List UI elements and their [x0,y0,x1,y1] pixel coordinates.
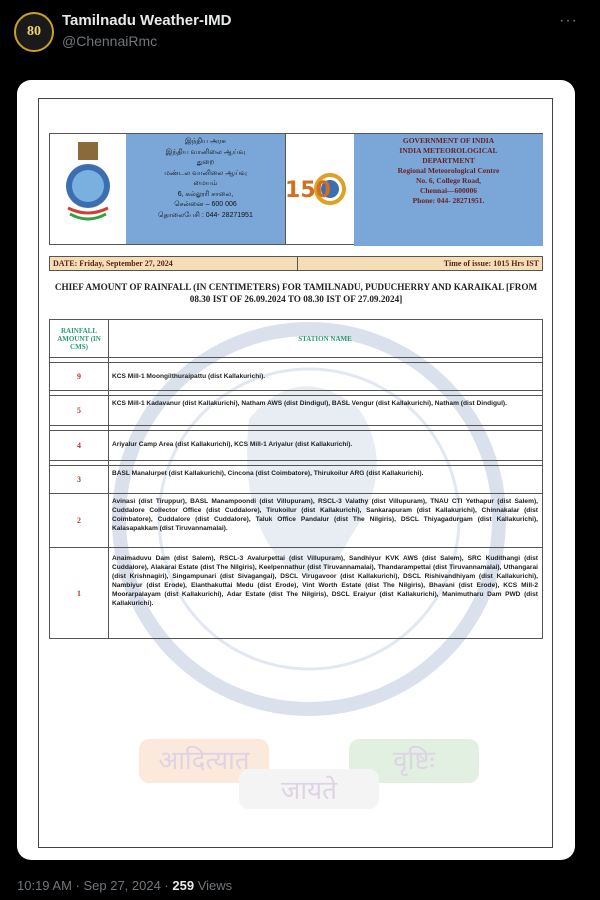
rainfall-amount: 4 [50,431,109,460]
imd-150-logo [286,134,355,244]
table-row [50,363,542,391]
rainfall-document [38,98,553,848]
english-line: No. 6, College Road, [416,176,481,185]
station-list: Anaimaduvu Dam (dist Salem), RSCL-3 Avalurpettai (dist Villupuram), Sandhiyur KVK AWS (dist Salem), SRC Kudithangi (dist Cuddalore), Alakarai Estate (dist The Nilgiris), Keelpennathur (dist Tiruvannamalai), Thandarampettai (dist Tiruvannamalai), Uthangarai (dist Krishnagiri), Singampunari (dist Sivagangai), DSCL Virugavoor (dist Kallakurichi), DSCL Rishivandhiyam (dist Kallakurichi), Nambiyur (dist Erode), Elanthakuttai Medu (dist Erode), Vint Worth Estate (dist The Nilgiris), Bhavani (dist Erode), KCS Mill-2 Moorarpalayam (dist Kallakurichi), Adar Estate (dist The Nilgiris), DSCL Eraiyur (dist Kallakurichi), Manimutharu Dam PWD (dist Kallakurichi). [112,555,538,607]
rainfall-amount: 9 [50,363,109,390]
motto-middle: जायते [281,776,337,806]
rainfall-amount: 5 [50,396,109,425]
more-options-icon[interactable]: ··· [559,12,578,29]
tamil-line: மையம் [193,180,218,187]
station-list: Avinasi (dist Tiruppur), BASL Manampoondi (dist Villupuram), RSCL-3 Valathy (dist Villupuram), TNAU CTI Yethapur (dist Salem), Cuddalore Collector Office (dist Cuddalore), Tirukoilur (dist Kallakurichi), Sankarapuram (dist Kallakurichi), Chinnakalar (dist Coimbatore), Cuddalore (dist Cuddalore), Taluk Office Pandalur (dist The Nilgiris), DSCL Thiyagadurgam (dist Kallakurichi), Kalasapakkam (dist Tiruvannamalai). [112,498,538,532]
tamil-line: மண்டல வானிலை ஆய்வு [164,169,247,177]
english-line: Chennai—600006 [419,186,478,195]
avatar-badge: 80 [27,24,41,39]
tamil-line: துறை [196,159,215,166]
table-row [50,396,542,426]
table-row [50,548,542,638]
report-title: CHIEF AMOUNT OF RAINFALL (IN CENTIMETERS) FOR TAMILNADU, PUDUCHERRY AND KARAIKAL [FROM 08.30 IST OF 26.09.2024 TO 08.30 IST OF 27.09.2024] [54,282,538,304]
amount-column-header: RAINFALL AMOUNT (IN CMS) [50,320,109,357]
avatar[interactable] [14,12,54,52]
station-list: BASL Manalurpet (dist Kallakurichi), Cincona (dist Coimbatore), Thirukoilur ARG (dist Kallakurichi). [112,470,424,477]
letterhead [49,133,543,245]
english-address [354,134,543,246]
tamil-line: இந்திய அரசு [185,138,226,145]
table-row [50,494,542,548]
motto-right: वृष्टिः [393,746,435,776]
display-name[interactable]: Tamilnadu Weather-IMD [62,12,232,29]
tamil-line: இந்திய வானிலை ஆய்வு [165,148,246,156]
tamil-line: 6, கல்லூரி சாலை, [177,190,234,198]
report-date: DATE: Friday, September 27, 2024 [53,259,173,268]
rainfall-table [49,319,543,639]
view-count: 259 [172,878,195,893]
motto-left: आदित्यात [158,746,250,776]
station-column-header: STATION NAME [298,335,352,343]
rainfall-amount: 3 [50,466,109,493]
divider [297,257,298,270]
station-list: Ariyalur Camp Area (dist Kallakurichi), KCS Mill-1 Ariyalur (dist Kallakurichi). [112,441,353,448]
views-label: Views [194,878,233,893]
station-list: KCS Mill-1 Kadavanur (dist Kallakurichi), Natham AWS (dist Dindigul), BASL Vengur (dist Kallakurichi), Natham (dist Dindigul). [112,400,507,407]
english-line: INDIA METEOROLOGICAL [399,146,498,155]
tweet-timestamp[interactable]: 10:19 AM · Sep 27, 2024 · [17,878,173,893]
date-bar [49,256,543,271]
tamil-address [126,134,286,244]
emblem-logo [50,134,127,244]
tamil-line: தொலைபேசி : 044- 28271951 [158,211,253,219]
table-header [50,320,542,358]
tweet-meta [17,878,232,893]
rainfall-amount: 1 [50,548,109,638]
english-line: Regional Meteorological Centre [397,166,500,175]
english-line: Phone: 044- 28271951. [412,196,485,205]
english-line: GOVERNMENT OF INDIA [402,136,495,145]
user-handle[interactable]: @ChennaiRmc [62,33,158,49]
tweet-header [0,0,600,70]
tweet-image[interactable] [17,80,575,860]
tamil-line: சென்னை – 600 006 [174,201,237,208]
table-row [50,466,542,494]
issue-time: Time of issue: 1015 Hrs IST [443,259,539,268]
table-row [50,431,542,461]
english-line: DEPARTMENT [422,156,475,165]
logo-150-text: 150 [286,178,331,203]
rainfall-amount: 2 [50,494,109,547]
station-list: KCS Mill-1 Moongilthuraipattu (dist Kallakurichi). [112,373,266,380]
